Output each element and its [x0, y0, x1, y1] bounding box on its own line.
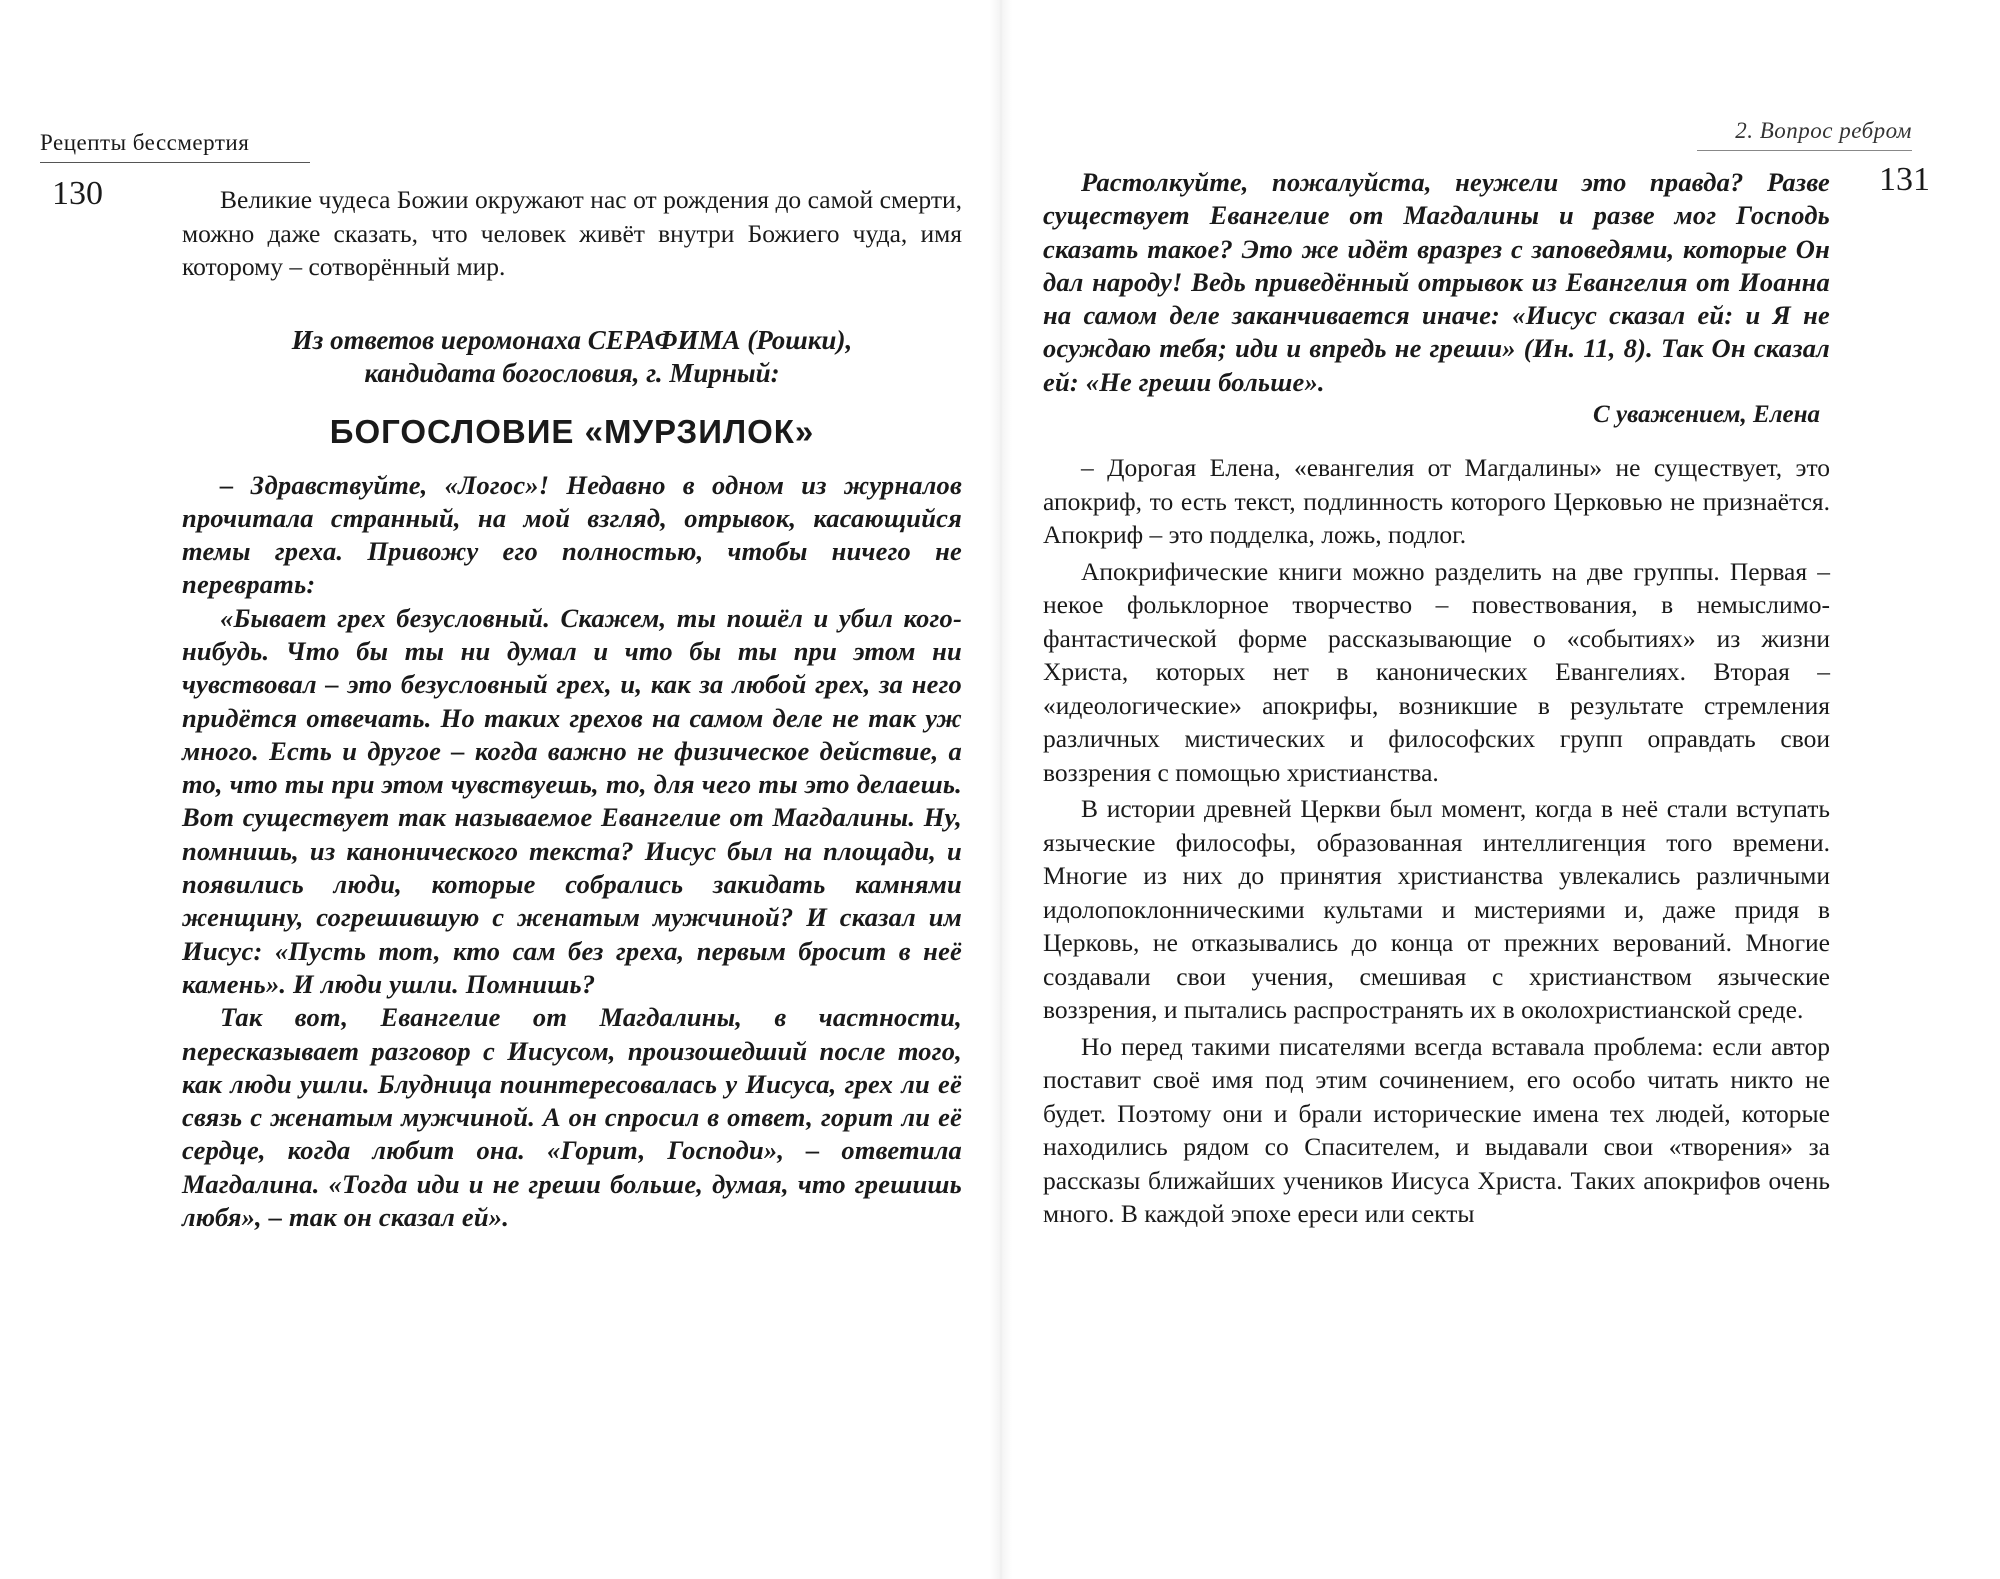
page-number-left: 130 [52, 175, 103, 212]
letter-paragraph-3: Так вот, Евангелие от Магдалины, в частности, пересказывает разговор с Иисусом, произошедший после того, как люди ушли. Блудница поинтересовалась у Иисуса, грех ли её связь с женатым мужчиной. А он спросил в ответ, горит ли её сердце, когда любит она. «Горит, Господи», – ответила Магдалина. «Тогда иди и не греши больше, думая, что грешишь любя», – так он сказал ей». [182, 1002, 962, 1233]
article-title: БОГОСЛОВИЕ «МУРЗИЛОК» [329, 412, 815, 450]
running-head-right: 2. Вопрос ребром [1697, 118, 1912, 151]
intro-paragraph: Великие чудеса Божии окружают нас от рождения до самой смерти, можно даже сказать, что человек живёт внутри Божиего чуда, имя которому – сотворённый мир. [182, 185, 962, 281]
source-heading-line-1: Из ответов иеромонаха СЕРАФИМА (Рошки), [291, 324, 853, 355]
answer-paragraph-2: Апокрифические книги можно разделить на две группы. Первая – некое фольклорное творчество – повествования, в немыслимо-фантастической форме рассказывающие о «событиях» из жизни Христа, которых нет в канонических Евангелиях. Вторая – «идеологические» апокрифы, возникшие в результате стремления различных мистических и философских групп оправдать свои воззрения с помощью христианства. [1043, 556, 1830, 787]
page-number-right: 131 [1879, 161, 1930, 198]
source-heading-line-2: кандидата богословия, г. Мирный: [364, 357, 780, 388]
letter-continuation: Растолкуйте, пожалуйста, неужели это правда? Разве существует Евангелие от Магдалины и разве мог Господь сказать такое? Это же идёт вразрез с заповедями, которые Он дал народу! Ведь приведённый отрывок из Евангелия от Иоанна на самом деле заканчивается иначе: «Иисус сказал ей: и Я не осуждаю тебя; иди и впредь не греши» (Ин. 11, 8). Так Он сказал ей: «Не греши больше». [1043, 167, 1830, 397]
answer-paragraph-4: Но перед такими писателями всегда вставала проблема: если автор поставит своё имя под этим сочинением, его особо читать никто не будет. Поэтому они и брали исторические имена тех людей, которые находились рядом со Спасителем, и выдавали свои «творения» за рассказы ближайших учеников Иисуса Христа. Таких апокрифов очень много. В каждой эпохе ереси или секты [1043, 1031, 1830, 1229]
running-head-left: Рецепты бессмертия [40, 130, 310, 163]
letter-paragraph-1: – Здравствуйте, «Логос»! Недавно в одном из журналов прочитала странный, на мой взгляд, отрывок, касающийся темы греха. Привожу его полностью, чтобы ничего не переврать: [182, 469, 962, 600]
left-text-column [182, 183, 962, 1234]
source-heading [182, 324, 962, 390]
answer-paragraph-1: – Дорогая Елена, «евангелия от Магдалины» не существует, это апокриф, то есть текст, подлинность которого Церковью не признаётся. Апокриф – это подделка, ложь, подлог. [1043, 453, 1830, 550]
right-text-column [1043, 166, 1830, 1231]
letter-signature: С уважением, Елена [1593, 401, 1820, 429]
letter-paragraph-2: «Бывает грех безусловный. Скажем, ты пошёл и убил кого-нибудь. Что бы ты ни думал и что бы ты при этом ни чувствовал – это безусловный грех, и, как за любой грех, за него придётся отвечать. Но таких грехов на самом деле не так уж много. Есть и другое – когда важно не физическое действие, а то, что ты при этом чувствуешь, то, для чего ты это делаешь. Вот существует так называемое Евангелие от Магдалины. Ну, помнишь, из канонического текста? Иисус был на площади, и появились люди, которые собрались закидать камнями женщину, согрешившую с женатым мужчиной? И сказал им Иисус: «Пусть тот, кто сам без греха, первым бросит в неё камень». И люди ушли. Помнишь? [182, 602, 962, 999]
answer-paragraph-3: В истории древней Церкви был момент, когда в неё стали вступать языческие философы, образованная интеллигенция того времени. Многие из них до принятия христианства увлекались различными идолопоклонническими культами и мистериями и, даже придя в Церковь, не отказывались до конца от прежних верований. Многие создавали свои учения, смешивая с христианством языческие воззрения, и пытались распространять их в околохристианской среде. [1043, 794, 1830, 1025]
